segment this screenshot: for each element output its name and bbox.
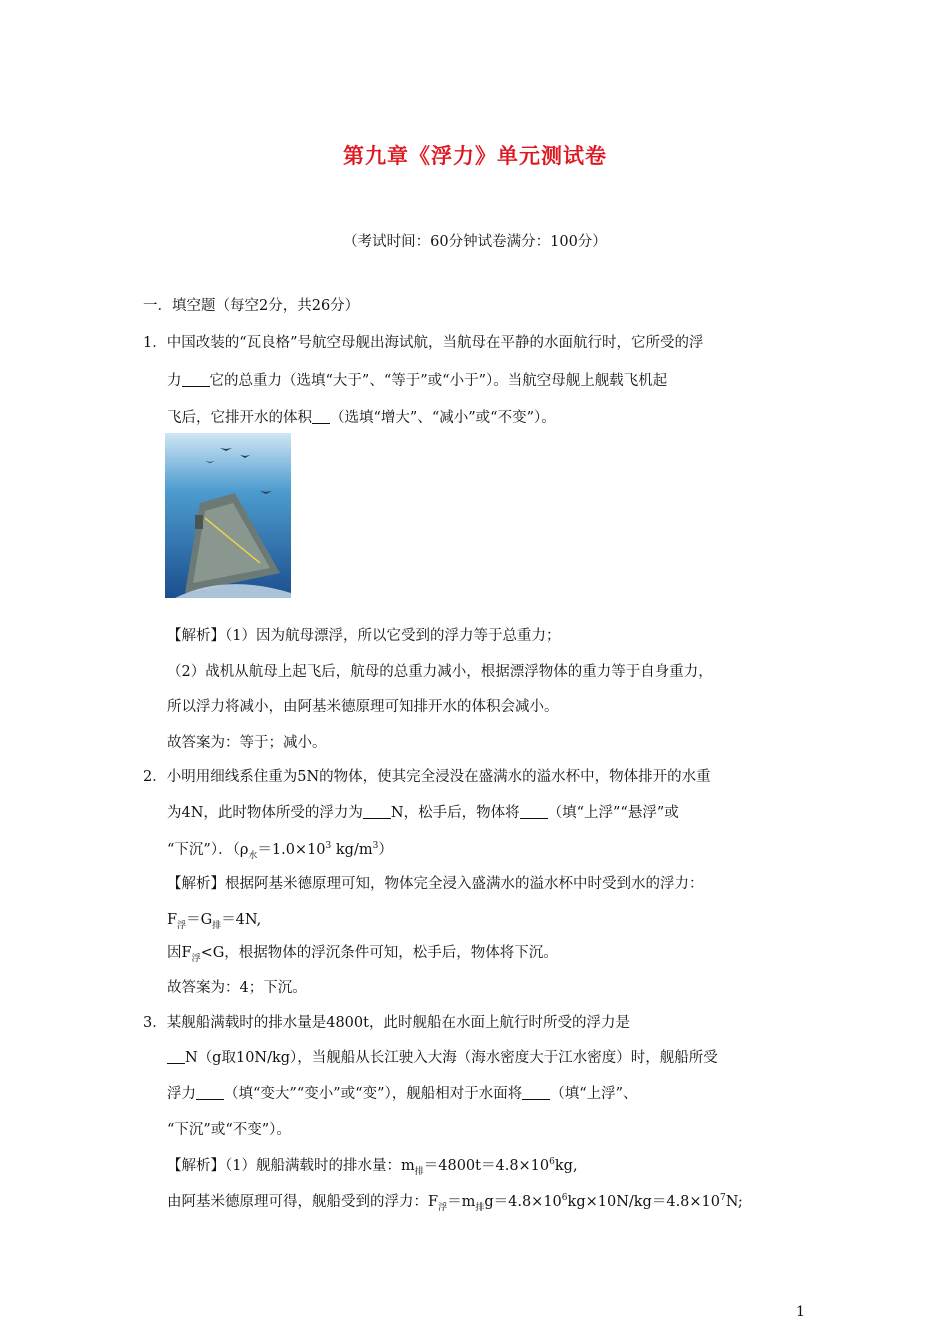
answer-blank[interactable] <box>167 1049 185 1064</box>
answer-blank[interactable] <box>312 409 330 424</box>
page-number: 1 <box>796 1304 805 1320</box>
exam-info: （考试时间：60分钟试卷满分：100分） <box>343 234 607 250</box>
answer-blank[interactable] <box>520 804 548 819</box>
q2-answer: 故答案为：4；下沉。 <box>167 980 307 996</box>
question-1-line-1: 1．中国改装的“瓦良格”号航空母舰出海试航，当航母在平静的水面航行时，它所受的浮 <box>143 335 704 351</box>
q2-analysis-2: $F_浮=G_排=4N$, <box>167 912 262 931</box>
aircraft-carrier-image <box>165 433 291 598</box>
q3-analysis-1: 【解析】（1）舰船满载时的排水量：$m_排=4800t=4.8\times 10^6kg$, <box>167 1157 578 1177</box>
question-1-line-2: 力 它的总重力（选填“大于”、“等于”或“小于”）。当航空母舰上舰载飞机起 <box>167 373 668 389</box>
q1-answer: 故答案为：等于；减小。 <box>167 735 327 751</box>
q1-analysis-3: 所以浮力将减小，由阿基米德原理可知排开水的体积会减小。 <box>167 699 559 715</box>
answer-blank[interactable] <box>196 1085 224 1100</box>
question-2-line-1: 2．小明用细线系住重为5N的物体，使其完全浸没在盛满水的溢水杯中，物体排开的水重 <box>143 769 711 785</box>
question-3-line-3: 浮力 （填“变大”“变小”或“变”），舰船相对于水面将 （填“上浮”、 <box>167 1086 638 1102</box>
answer-blank[interactable] <box>363 804 391 819</box>
question-2-line-3: “下沉”）．（$\rho_水=1.0\times 10^3$ $kg/m^3$） <box>167 841 393 861</box>
answer-blank[interactable] <box>522 1085 550 1100</box>
q2-analysis-1: 【解析】根据阿基米德原理可知，物体完全浸入盛满水的溢水杯中时受到水的浮力： <box>167 876 704 892</box>
page-title: 第九章《浮力》单元测试卷 <box>343 143 607 168</box>
question-3-line-4: “下沉”或“不变”）。 <box>167 1122 291 1138</box>
question-3-line-2: N（g取10N/kg），当舰船从长江驶入大海（海水密度大于江水密度）时，舰船所受 <box>167 1046 718 1067</box>
q1-analysis-2: （2）战机从航母上起飞后，航母的总重力减小，根据漂浮物体的重力等于自身重力， <box>167 664 713 680</box>
q1-analysis-1: 【解析】（1）因为航母漂浮，所以它受到的浮力等于总重力； <box>167 628 561 644</box>
q3-analysis-2: 由阿基米德原理可得，舰船受到的浮力：$F_浮=m_排g=4.8\times 10^6kg\times 10N/kg=4.8\times 10^7N$; <box>167 1193 743 1213</box>
question-2-line-2: 为4N，此时物体所受的浮力为 N，松手后，物体将 （填“上浮”“悬浮”或 <box>167 805 679 821</box>
section-heading: 一．填空题（每空2分，共26分） <box>143 298 360 314</box>
question-3-line-1: 3．某舰船满载时的排水量是4800t，此时舰船在水面上航行时所受的浮力是 <box>143 1015 630 1031</box>
answer-blank[interactable] <box>182 372 210 387</box>
question-1-line-3: 飞后，它排开水的体积 （选填“增大”、“减小”或“不变”）。 <box>167 410 556 426</box>
q2-analysis-3: 因$F_浮<G$，根据物体的浮沉条件可知，松手后，物体将下沉。 <box>167 945 558 964</box>
